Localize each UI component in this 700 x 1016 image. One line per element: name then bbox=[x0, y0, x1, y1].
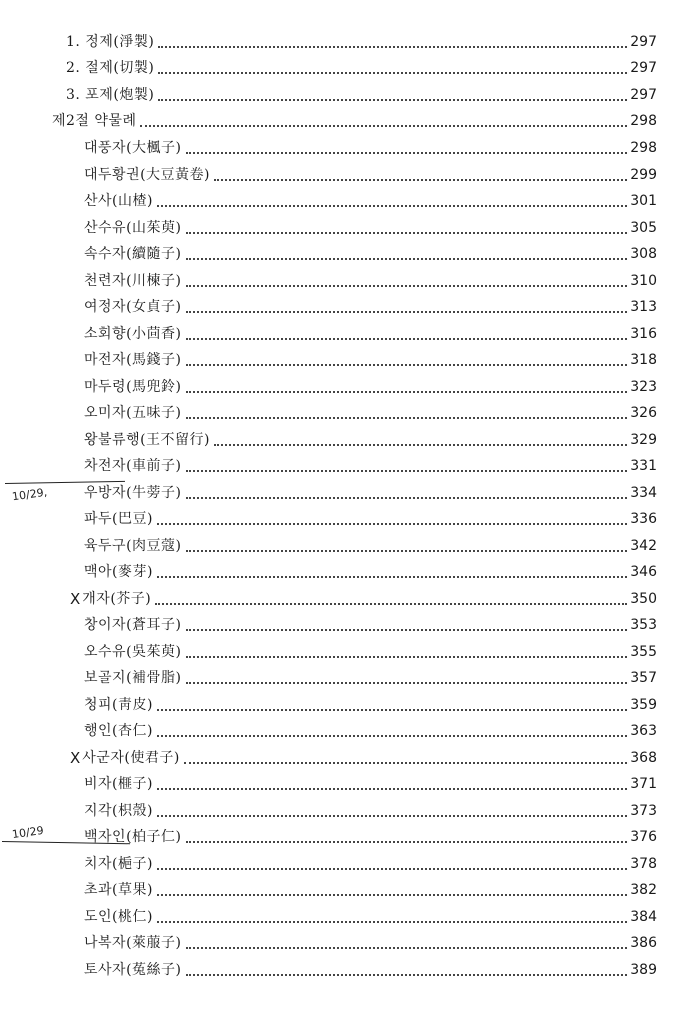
page-number: 298 bbox=[630, 140, 657, 156]
toc-section-heading[interactable] bbox=[52, 110, 657, 132]
entry-title: 비자(榧子) bbox=[84, 776, 153, 792]
toc-entry[interactable] bbox=[84, 164, 657, 186]
toc-entry[interactable] bbox=[84, 190, 657, 212]
page-number: 323 bbox=[630, 379, 657, 395]
toc-entry[interactable] bbox=[84, 800, 657, 822]
entry-title: 3. 포제(炮製) bbox=[66, 87, 155, 103]
page-number: 350 bbox=[630, 591, 657, 607]
toc-entry[interactable] bbox=[84, 137, 657, 159]
toc-entry[interactable] bbox=[84, 561, 657, 583]
page-number: 318 bbox=[630, 352, 657, 368]
handwritten-cross-mark: X bbox=[70, 749, 81, 767]
entry-title: 속수자(續隨子) bbox=[84, 246, 182, 262]
toc-entry[interactable] bbox=[84, 667, 657, 689]
page-number: 363 bbox=[630, 723, 657, 739]
page-number: 336 bbox=[630, 511, 657, 527]
toc-entry[interactable] bbox=[84, 482, 657, 504]
entry-title: 파두(巴豆) bbox=[84, 511, 153, 527]
entry-title: 행인(杏仁) bbox=[84, 723, 153, 739]
dot-leader bbox=[186, 231, 628, 234]
toc-entry[interactable] bbox=[84, 932, 657, 954]
toc-entry[interactable] bbox=[84, 455, 657, 477]
entry-title: 마전자(馬錢子) bbox=[84, 352, 182, 368]
dot-leader bbox=[186, 469, 628, 472]
dot-leader bbox=[186, 310, 628, 313]
entry-title: 보골지(補骨脂) bbox=[84, 670, 182, 686]
toc-entry[interactable] bbox=[84, 429, 657, 451]
dot-leader bbox=[157, 204, 627, 207]
dot-leader bbox=[158, 71, 627, 74]
entry-title: 2. 절제(切製) bbox=[66, 60, 155, 76]
entry-title: 백자인(柏子仁) bbox=[84, 829, 182, 845]
page-number: 386 bbox=[630, 935, 657, 951]
dot-leader bbox=[186, 496, 628, 499]
page-number: 371 bbox=[630, 776, 657, 792]
dot-leader bbox=[186, 549, 628, 552]
dot-leader bbox=[186, 257, 628, 260]
section-title: 제2절 약물례 bbox=[52, 113, 137, 129]
dot-leader bbox=[186, 946, 628, 949]
toc-entry[interactable] bbox=[84, 773, 657, 795]
entry-title: 토사자(菟絲子) bbox=[84, 962, 182, 978]
toc-entry[interactable] bbox=[84, 349, 657, 371]
page-number: 376 bbox=[630, 829, 657, 845]
page-number: 299 bbox=[630, 167, 657, 183]
dot-leader bbox=[157, 787, 627, 790]
toc-entry[interactable] bbox=[84, 959, 657, 981]
toc-entry[interactable] bbox=[84, 720, 657, 742]
handwritten-date-note: 10/29 bbox=[11, 823, 45, 842]
toc-entry[interactable] bbox=[84, 535, 657, 557]
entry-title: 소회향(小茴香) bbox=[84, 326, 182, 342]
entry-title: 여정자(女貞子) bbox=[84, 299, 182, 315]
entry-title: 오수유(吳茱萸) bbox=[84, 644, 182, 660]
dot-leader bbox=[186, 628, 628, 631]
page-number: 378 bbox=[630, 856, 657, 872]
page-number: 297 bbox=[630, 60, 657, 76]
dot-leader bbox=[186, 681, 628, 684]
toc-entry[interactable] bbox=[84, 694, 657, 716]
dot-leader bbox=[186, 284, 628, 287]
dot-leader bbox=[186, 655, 628, 658]
page-number: 355 bbox=[630, 644, 657, 660]
entry-title: 초과(草果) bbox=[84, 882, 153, 898]
dot-leader bbox=[157, 814, 627, 817]
entry-title: 산수유(山茱萸) bbox=[84, 220, 182, 236]
dot-leader bbox=[140, 124, 627, 127]
page-number: 313 bbox=[630, 299, 657, 315]
page-number: 310 bbox=[630, 273, 657, 289]
dot-leader bbox=[186, 337, 628, 340]
page-number: 308 bbox=[630, 246, 657, 262]
toc-entry-cutting[interactable] bbox=[66, 57, 657, 79]
dot-leader bbox=[157, 575, 627, 578]
handwritten-cross-mark: X bbox=[70, 590, 81, 608]
dot-leader bbox=[186, 416, 628, 419]
entry-title: 사군자(使君子) bbox=[82, 750, 180, 766]
dot-leader bbox=[155, 602, 627, 605]
page-number: 384 bbox=[630, 909, 657, 925]
entry-title: 맥아(麥芽) bbox=[84, 564, 153, 580]
dot-leader bbox=[186, 151, 628, 154]
toc-entry[interactable] bbox=[84, 641, 657, 663]
toc-entry-marked[interactable] bbox=[70, 588, 657, 610]
dot-leader bbox=[186, 363, 628, 366]
entry-title: 창이자(蒼耳子) bbox=[84, 617, 182, 633]
toc-entry[interactable] bbox=[84, 614, 657, 636]
dot-leader bbox=[157, 734, 627, 737]
dot-leader bbox=[157, 893, 627, 896]
entry-title: 치자(梔子) bbox=[84, 856, 153, 872]
entry-title: 나복자(萊菔子) bbox=[84, 935, 182, 951]
page-number: 389 bbox=[630, 962, 657, 978]
entry-title: 대두황권(大豆黃卷) bbox=[84, 167, 211, 183]
entry-title: 청피(靑皮) bbox=[84, 697, 153, 713]
entry-title: 마두령(馬兜鈴) bbox=[84, 379, 182, 395]
toc-entry[interactable] bbox=[84, 296, 657, 318]
toc-entry[interactable] bbox=[84, 270, 657, 292]
entry-title: 대풍자(大楓子) bbox=[84, 140, 182, 156]
entry-title: 산사(山楂) bbox=[84, 193, 153, 209]
dot-leader bbox=[186, 390, 628, 393]
toc-entry[interactable] bbox=[84, 376, 657, 398]
dot-leader bbox=[214, 443, 627, 446]
toc-entry[interactable] bbox=[84, 879, 657, 901]
page-number: 373 bbox=[630, 803, 657, 819]
dot-leader bbox=[158, 45, 627, 48]
page-number: 342 bbox=[630, 538, 657, 554]
page-number: 316 bbox=[630, 326, 657, 342]
page-number: 297 bbox=[630, 87, 657, 103]
page-number: 297 bbox=[630, 34, 657, 50]
dot-leader bbox=[157, 920, 627, 923]
page-number: 353 bbox=[630, 617, 657, 633]
toc-entry[interactable] bbox=[84, 323, 657, 345]
entry-title: 육두구(肉豆蔻) bbox=[84, 538, 182, 554]
toc-entry[interactable] bbox=[84, 243, 657, 265]
page-number: 301 bbox=[630, 193, 657, 209]
page-number: 334 bbox=[630, 485, 657, 501]
entry-title: 오미자(五味子) bbox=[84, 405, 182, 421]
toc-entry[interactable] bbox=[84, 402, 657, 424]
toc-entry[interactable] bbox=[84, 906, 657, 928]
page-number: 326 bbox=[630, 405, 657, 421]
page-number: 357 bbox=[630, 670, 657, 686]
page-number: 298 bbox=[630, 113, 657, 129]
toc-entry[interactable] bbox=[84, 853, 657, 875]
handwritten-date-note: 10/29, bbox=[11, 485, 48, 504]
page-number: 359 bbox=[630, 697, 657, 713]
page-number: 329 bbox=[630, 432, 657, 448]
entry-title: 차전자(車前子) bbox=[84, 458, 182, 474]
dot-leader bbox=[186, 840, 628, 843]
entry-title: 우방자(牛蒡子) bbox=[84, 485, 182, 501]
page-number: 305 bbox=[630, 220, 657, 236]
dot-leader bbox=[157, 708, 627, 711]
entry-title: 천련자(川楝子) bbox=[84, 273, 182, 289]
dot-leader bbox=[184, 761, 627, 764]
toc-entry[interactable] bbox=[84, 217, 657, 239]
entry-title: 도인(桃仁) bbox=[84, 909, 153, 925]
entry-title: 왕불류행(王不留行) bbox=[84, 432, 211, 448]
entry-title: 지각(枳殼) bbox=[84, 803, 153, 819]
dot-leader bbox=[157, 867, 627, 870]
entry-title: 1. 정제(淨製) bbox=[66, 34, 155, 50]
dot-leader bbox=[214, 178, 627, 181]
page-number: 368 bbox=[630, 750, 657, 766]
toc-entry-processing[interactable] bbox=[66, 84, 657, 106]
toc-entry-purification[interactable] bbox=[66, 31, 657, 53]
page-number: 331 bbox=[630, 458, 657, 474]
dot-leader bbox=[158, 98, 627, 101]
entry-title: 개자(芥子) bbox=[82, 591, 152, 607]
dot-leader bbox=[157, 522, 627, 525]
toc-entry[interactable] bbox=[84, 826, 657, 848]
page-number: 346 bbox=[630, 564, 657, 580]
toc-entry[interactable] bbox=[84, 508, 657, 530]
page-number: 382 bbox=[630, 882, 657, 898]
toc-entry-marked[interactable] bbox=[70, 747, 657, 769]
dot-leader bbox=[186, 973, 628, 976]
